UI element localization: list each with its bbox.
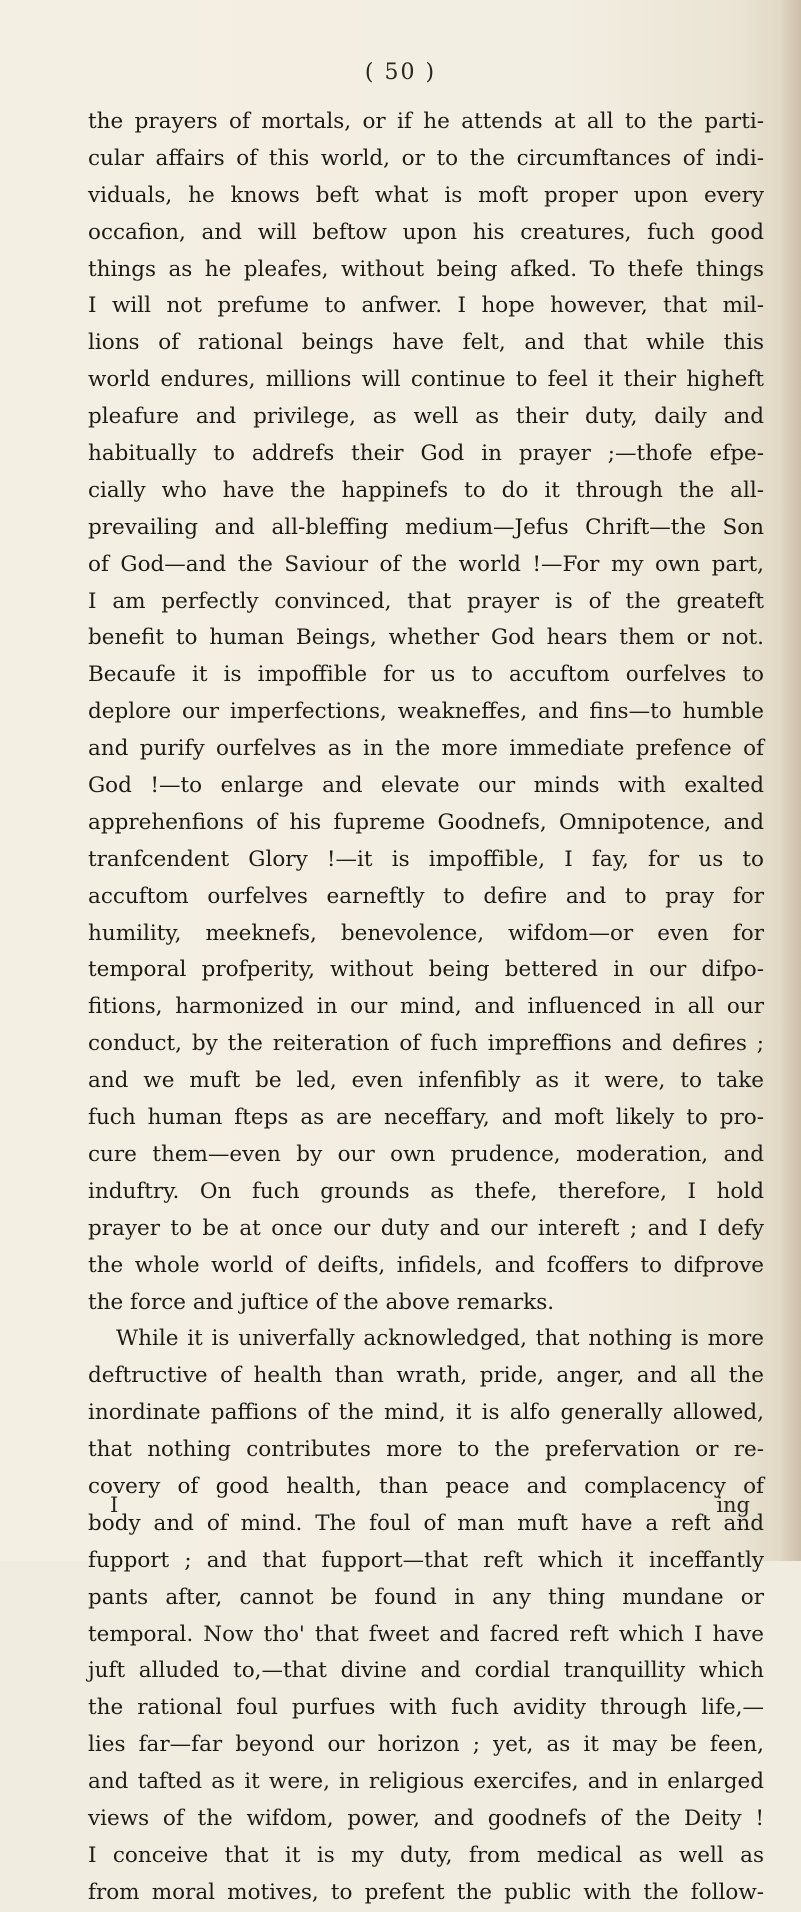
text-line: that nothing contributes more to the prefervation or re- bbox=[88, 1437, 764, 1463]
text-line: viduals, he knows beft what is moft proper upon every bbox=[88, 182, 764, 208]
text-line: lies far—far beyond our horizon ; yet, as it may be feen, bbox=[88, 1732, 764, 1758]
text-line: juft alluded to,—that divine and cordial tranquillity which bbox=[88, 1658, 764, 1684]
text-line: body and of mind. The foul of man muft have a reft and bbox=[88, 1510, 764, 1536]
text-line: things as he pleafes, without being afked. To thefe things bbox=[88, 256, 764, 282]
text-line: world endures, millions will continue to feel it their higheft bbox=[88, 367, 764, 393]
text-line: covery of good health, than peace and complacency of bbox=[88, 1473, 764, 1499]
text-line: fuch human fteps as are neceffary, and moft likely to pro- bbox=[88, 1105, 764, 1131]
text-line: Becaufe it is impoffible for us to accuftom ourfelves to bbox=[88, 662, 764, 688]
text-line: the whole world of deifts, infidels, and fcoffers to difprove bbox=[88, 1252, 764, 1278]
text-line: lions of rational beings have felt, and that while this bbox=[88, 330, 764, 356]
text-line: habitually to addrefs their God in prayer ;—thofe efpe- bbox=[88, 441, 764, 467]
text-line: pleafure and privilege, as well as their duty, daily and bbox=[88, 404, 764, 430]
text-line: from moral motives, to prefent the public with the follow- bbox=[88, 1879, 764, 1905]
page-footer bbox=[110, 1493, 750, 1527]
text-line: cure them—even by our own prudence, moderation, and bbox=[88, 1141, 764, 1167]
text-line: views of the wifdom, power, and goodnefs of the Deity ! bbox=[88, 1805, 764, 1831]
text-line: tranfcendent Glory !—it is impoffible, I fay, for us to bbox=[88, 846, 764, 872]
text-line: temporal. Now tho' that fweet and facred reft which I have bbox=[88, 1621, 764, 1647]
catchword: ing bbox=[716, 1493, 750, 1517]
text-line: humility, meeknefs, benevolence, wifdom—or even for bbox=[88, 920, 764, 946]
text-line: induftry. On fuch grounds as thefe, therefore, I hold bbox=[88, 1178, 764, 1204]
text-line: the force and juftice of the above remarks. bbox=[88, 1289, 555, 1315]
text-line: I conceive that it is my duty, from medical as well as bbox=[88, 1842, 764, 1868]
text-line: cular affairs of this world, or to the circumftances of indi- bbox=[88, 145, 764, 171]
text-line: prayer to be at once our duty and our intereft ; and I defy bbox=[88, 1215, 764, 1241]
text-line: I will not prefume to anfwer. I hope however, that mil- bbox=[88, 293, 764, 319]
page-number: ( 50 ) bbox=[364, 60, 437, 85]
text-line: pants after, cannot be found in any thing mundane or bbox=[88, 1584, 764, 1610]
text-line: God !—to enlarge and elevate our minds with exalted bbox=[88, 773, 764, 799]
text-line: the prayers of mortals, or if he attends at all to the parti- bbox=[88, 109, 764, 134]
text-line: accuftom ourfelves earneftly to defire and to pray for bbox=[88, 883, 764, 909]
text-line: the rational foul purfues with fuch avidity through life,— bbox=[88, 1695, 764, 1721]
text-line: apprehenfions of his fupreme Goodnefs, Omnipotence, and bbox=[88, 809, 764, 835]
text-line: occafion, and will beftow upon his creatures, fuch good bbox=[88, 219, 764, 245]
text-line: and purify ourfelves as in the more immediate prefence of bbox=[88, 736, 764, 762]
text-line: of God—and the Saviour of the world !—For my own part, bbox=[88, 551, 764, 577]
text-line: and we muft be led, even infenfibly as it were, to take bbox=[88, 1068, 764, 1094]
text-line: cially who have the happinefs to do it through the all- bbox=[88, 477, 764, 503]
signature-mark: I bbox=[110, 1493, 119, 1517]
text-line: deftructive of health than wrath, pride, anger, and all the bbox=[88, 1363, 764, 1389]
text-line: benefit to human Beings, whether God hears them or not. bbox=[88, 625, 764, 651]
text-line: inordinate paffions of the mind, it is alfo generally allowed, bbox=[88, 1400, 764, 1426]
text-line: deplore our imperfections, weakneffes, and fins—to humble bbox=[88, 699, 764, 725]
text-line: and tafted as it were, in religious exercifes, and in enlarged bbox=[88, 1769, 764, 1795]
body-text bbox=[88, 104, 764, 1912]
page-edge-shadow bbox=[779, 0, 801, 1561]
text-line: temporal profperity, without being bettered in our difpo- bbox=[88, 957, 764, 983]
text-line: prevailing and all-bleffing medium—Jefus Chrift—the Son bbox=[88, 514, 764, 540]
text-line: conduct, by the reiteration of fuch impreffions and defires ; bbox=[88, 1031, 764, 1057]
text-line: fitions, harmonized in our mind, and influenced in all our bbox=[88, 994, 764, 1020]
text-line: I am perfectly convinced, that prayer is of the greateft bbox=[88, 588, 764, 614]
text-line: While it is univerfally acknowledged, that nothing is more bbox=[116, 1326, 764, 1352]
text-line: fupport ; and that fupport—that reft which it inceffantly bbox=[88, 1547, 764, 1573]
